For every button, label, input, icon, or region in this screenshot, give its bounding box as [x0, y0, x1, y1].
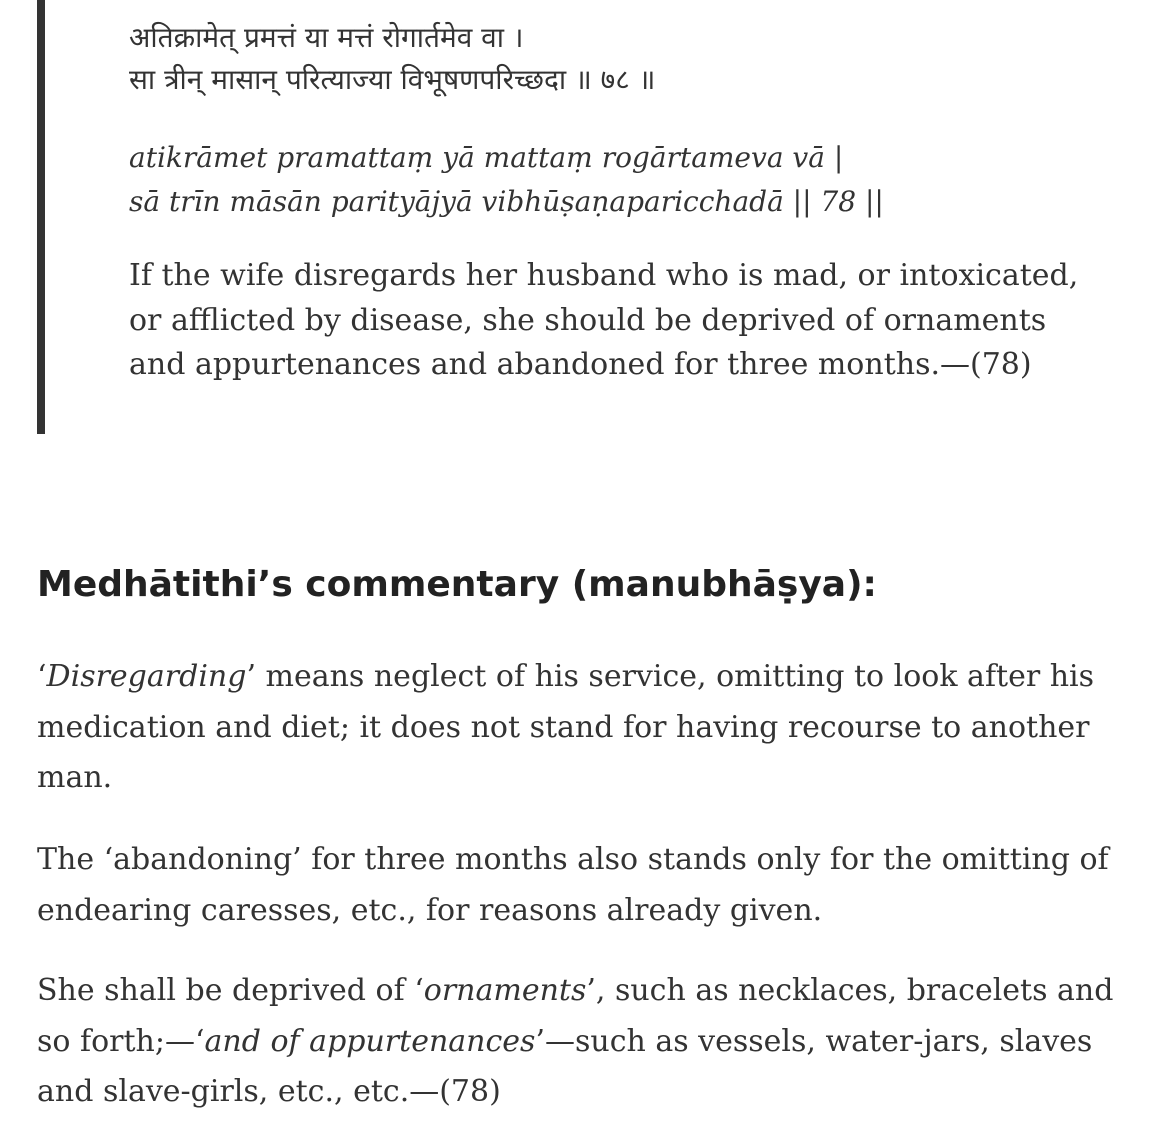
term-ornaments: ornaments	[423, 973, 587, 1008]
term-disregarding: Disregarding	[46, 659, 247, 694]
verse-devanagari-line-1: अतिक्रामेत् प्रमत्तं या मत्तं रोगार्तमेव वा ।	[129, 21, 524, 54]
open-quote: ‘	[37, 659, 47, 694]
commentary-paragraph-3	[37, 966, 1147, 1118]
paragraph-3-start: She shall be deprived of ‘	[37, 973, 424, 1008]
verse-devanagari-line-2: सा त्रीन् मासान् परित्याज्या विभूषणपरिच्छदा ॥ ७८ ॥	[129, 63, 656, 96]
paragraph-1-text: ’ means neglect of his service, omitting to look after his medication and diet; it does not stand for having recourse to another man.	[37, 659, 1095, 795]
term-appurtenances: and of appurtenances	[204, 1023, 536, 1059]
verse-blockquote	[37, 0, 1117, 434]
verse-transliteration-line-1: atikrāmet pramattaṃ yā mattaṃ rogārtameva vā |	[129, 141, 844, 174]
paragraph-3-end: ’—such as vessels, water-jars, slaves and slave-girls, etc., etc.—(78)	[37, 1023, 1093, 1109]
paragraph-3-mid: ’, such as necklaces, bracelets and so forth;—‘	[37, 973, 1114, 1059]
commentary-paragraph-1	[37, 652, 1147, 804]
commentary-heading: Medhātithi’s commentary (manubhāṣya):	[37, 564, 877, 605]
verse-translation: If the wife disregards her husband who is mad, or intoxicated, or afflicted by disease, she should be deprived of ornaments and appurtenances and abandoned for three months.—(78)	[129, 258, 1079, 382]
commentary-paragraph-2: The ‘abandoning’ for three months also stands only for the omitting of endearing caresses, etc., for reasons already given.	[37, 842, 1109, 928]
verse-transliteration-line-2: sā trīn māsān parityājyā vibhūṣaṇaparicchadā || 78 ||	[129, 185, 884, 218]
